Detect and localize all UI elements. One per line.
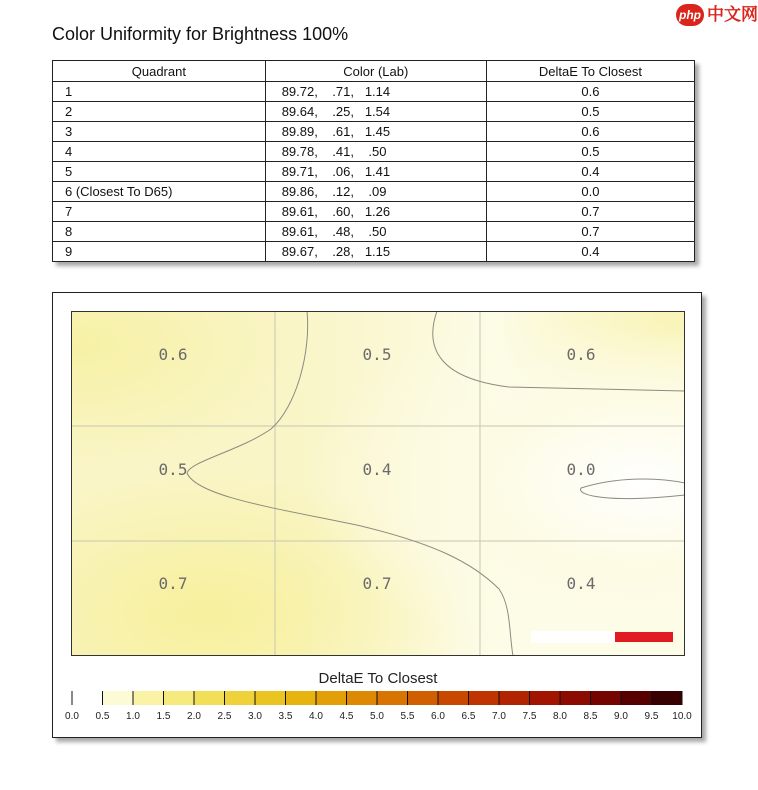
colorbar-tick-label: 0.5	[95, 711, 110, 722]
cell-lab: 89.89, .61, 1.45	[265, 122, 486, 142]
table-row	[53, 162, 695, 182]
colorbar-segment	[255, 691, 286, 705]
table-row	[53, 182, 695, 202]
table-row	[53, 242, 695, 262]
quadrant-value-5: 0.4	[362, 460, 392, 479]
colorbar-tick-label: 2.0	[187, 711, 201, 722]
colorbar-segment	[164, 691, 195, 705]
colorbar-tick-label: 9.0	[614, 711, 628, 722]
colorbar	[65, 690, 692, 725]
header-quadrant: Quadrant	[53, 61, 266, 82]
table-row	[53, 102, 695, 122]
cell-deltae: 0.6	[486, 82, 694, 102]
colorbar-tick-label: 3.0	[248, 711, 262, 722]
cell-lab: 89.64, .25, 1.54	[265, 102, 486, 122]
table-row	[53, 142, 695, 162]
cell-quadrant: 1	[53, 82, 266, 102]
reference-marker-white	[531, 631, 615, 643]
quadrant-value-4: 0.5	[158, 460, 188, 479]
colorbar-tick-label: 5.0	[370, 711, 384, 722]
cell-deltae: 0.5	[486, 142, 694, 162]
colorbar-tick-label: 6.0	[431, 711, 445, 722]
colorbar-segment	[286, 691, 317, 705]
cell-quadrant: 5	[53, 162, 266, 182]
colorbar-segment	[408, 691, 439, 705]
cell-deltae: 0.0	[486, 182, 694, 202]
watermark-text: 中文网	[707, 5, 758, 25]
quadrant-value-1: 0.6	[158, 345, 188, 364]
php-watermark	[676, 4, 758, 26]
cell-lab: 89.71, .06, 1.41	[265, 162, 486, 182]
table-row	[53, 82, 695, 102]
colorbar-segment	[530, 691, 561, 705]
colorbar-segment	[591, 691, 622, 705]
cell-quadrant: 8	[53, 222, 266, 242]
header-deltae: DeltaE To Closest	[486, 61, 694, 82]
cell-quadrant: 2	[53, 102, 266, 122]
colorbar-tick-label: 7.5	[522, 711, 537, 722]
colorbar-tick-label: 6.5	[461, 711, 476, 722]
colorbar-title: DeltaE To Closest	[318, 670, 438, 687]
quadrant-value-8: 0.7	[362, 574, 392, 593]
cell-deltae: 0.4	[486, 242, 694, 262]
quadrant-value-7: 0.7	[158, 574, 188, 593]
uniformity-plot	[52, 292, 702, 738]
cell-deltae: 0.6	[486, 122, 694, 142]
table-header-row	[53, 61, 695, 82]
quadrant-value-2: 0.5	[362, 345, 392, 364]
cell-lab: 89.61, .60, 1.26	[265, 202, 486, 222]
cell-quadrant: 6 (Closest To D65)	[53, 182, 266, 202]
colorbar-tick-label: 0.0	[65, 711, 79, 722]
uniformity-table	[52, 60, 695, 262]
colorbar-tick-label: 5.5	[400, 711, 415, 722]
cell-quadrant: 9	[53, 242, 266, 262]
colorbar-tick-label: 2.5	[217, 711, 232, 722]
table-row	[53, 222, 695, 242]
reference-marker-red	[615, 632, 673, 642]
quadrant-value-9: 0.4	[566, 574, 596, 593]
page-title: Color Uniformity for Brightness 100%	[52, 24, 349, 44]
php-logo: php	[676, 4, 704, 26]
header-color-lab: Color (Lab)	[265, 61, 486, 82]
colorbar-tick-label: 1.5	[156, 711, 171, 722]
quadrant-value-6: 0.0	[566, 460, 596, 479]
colorbar-tick-label: 4.5	[339, 711, 354, 722]
colorbar-segment	[377, 691, 408, 705]
colorbar-segment	[225, 691, 256, 705]
cell-deltae: 0.4	[486, 162, 694, 182]
cell-lab: 89.61, .48, .50	[265, 222, 486, 242]
colorbar-segment	[560, 691, 591, 705]
cell-quadrant: 4	[53, 142, 266, 162]
table-row	[53, 202, 695, 222]
cell-lab: 89.78, .41, .50	[265, 142, 486, 162]
colorbar-segment	[316, 691, 347, 705]
colorbar-segment	[103, 691, 134, 705]
colorbar-tick-label: 3.5	[278, 711, 293, 722]
colorbar-segment	[194, 691, 225, 705]
cell-lab: 89.86, .12, .09	[265, 182, 486, 202]
colorbar-tick-label: 7.0	[492, 711, 506, 722]
cell-quadrant: 7	[53, 202, 266, 222]
colorbar-segment	[438, 691, 469, 705]
quadrant-value-3: 0.6	[566, 345, 596, 364]
cell-deltae: 0.7	[486, 202, 694, 222]
cell-deltae: 0.5	[486, 102, 694, 122]
cell-quadrant: 3	[53, 122, 266, 142]
colorbar-segment	[652, 691, 683, 705]
colorbar-tick-label: 9.5	[644, 711, 659, 722]
colorbar-tick-label: 4.0	[309, 711, 323, 722]
table-row	[53, 122, 695, 142]
colorbar-segment	[621, 691, 652, 705]
colorbar-segment	[72, 691, 103, 705]
colorbar-segment	[133, 691, 164, 705]
cell-lab: 89.72, .71, 1.14	[265, 82, 486, 102]
colorbar-segment	[347, 691, 378, 705]
colorbar-tick-label: 10.0	[672, 711, 692, 722]
colorbar-tick-label: 1.0	[126, 711, 140, 722]
cell-lab: 89.67, .28, 1.15	[265, 242, 486, 262]
colorbar-tick-label: 8.5	[583, 711, 598, 722]
cell-deltae: 0.7	[486, 222, 694, 242]
colorbar-segment	[499, 691, 530, 705]
colorbar-tick-label: 8.0	[553, 711, 567, 722]
heatmap-svg	[71, 311, 685, 656]
colorbar-segment	[469, 691, 500, 705]
